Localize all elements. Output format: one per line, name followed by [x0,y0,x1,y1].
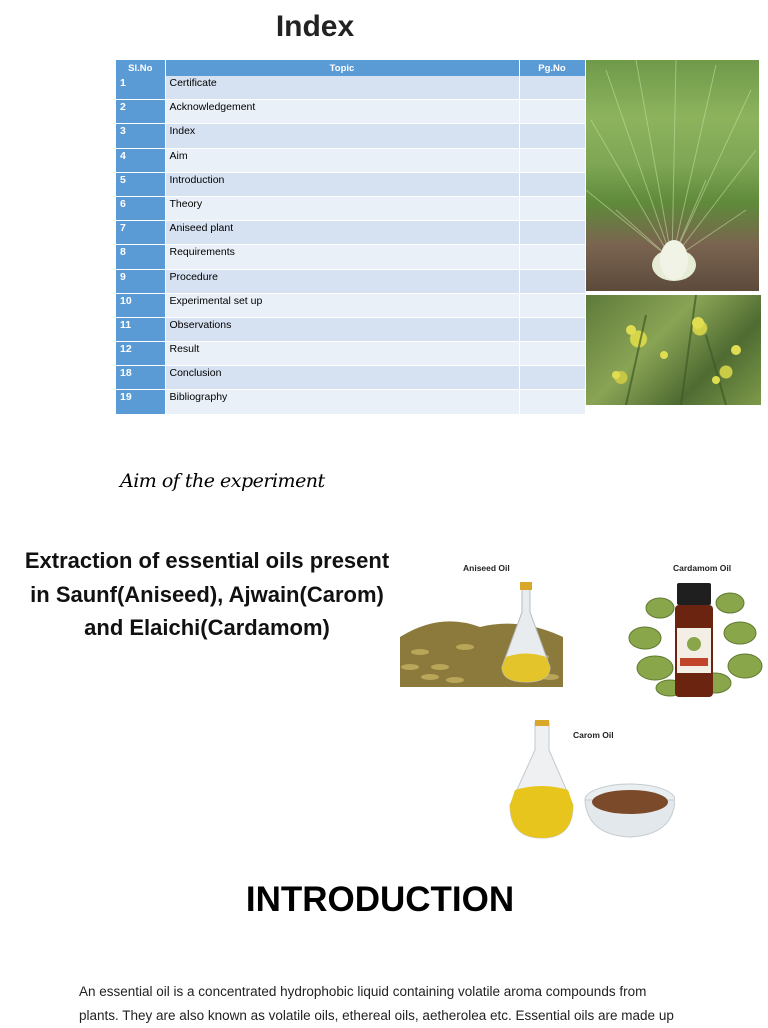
row-page-no [519,124,585,148]
row-page-no [519,342,585,366]
index-table [116,60,586,415]
row-page-no [519,366,585,390]
table-row [116,100,585,124]
row-sl-no: 7 [116,221,165,245]
row-sl-no: 19 [116,390,165,414]
row-sl-no: 2 [116,100,165,124]
aniseed-oil-label: Aniseed Oil [463,563,510,573]
row-topic: Bibliography [165,390,519,414]
table-row [116,76,585,100]
carom-oil-label: Carom Oil [573,730,614,740]
row-sl-no: 5 [116,172,165,196]
introduction-paragraph [79,980,719,1028]
table-row [116,148,585,172]
table-row [116,124,585,148]
table-row [116,293,585,317]
header-page-no: Pg.No [519,60,585,76]
table-header-row [116,60,585,76]
row-sl-no: 10 [116,293,165,317]
fennel-flower-photo [586,295,761,405]
aim-line: Extraction of essential oils present [24,548,390,573]
introduction-heading: INTRODUCTION [245,880,515,919]
row-topic: Aniseed plant [165,221,519,245]
row-topic: Theory [165,196,519,220]
row-page-no [519,196,585,220]
fennel-plant-photo [586,60,759,291]
table-row [116,342,585,366]
aim-heading: Aim of the experiment [120,470,325,492]
row-sl-no: 4 [116,148,165,172]
paragraph-line: plants. They are also known as volatile oils, ethereal oils, aetherolea etc. Essential oils are made up [79,1008,674,1023]
page-title: Index [275,10,355,43]
row-topic: Acknowledgement [165,100,519,124]
table-row [116,366,585,390]
row-page-no [519,172,585,196]
row-page-no [519,390,585,414]
row-sl-no: 11 [116,317,165,341]
row-topic: Certificate [165,76,519,100]
table-row [116,317,585,341]
row-page-no [519,293,585,317]
row-topic: Result [165,342,519,366]
row-page-no [519,245,585,269]
row-topic: Conclusion [165,366,519,390]
row-page-no [519,76,585,100]
row-topic: Introduction [165,172,519,196]
table-row [116,172,585,196]
carom-oil-photo [505,720,675,840]
row-sl-no: 12 [116,342,165,366]
row-page-no [519,221,585,245]
row-topic: Experimental set up [165,293,519,317]
row-sl-no: 1 [116,76,165,100]
paragraph-line: An essential oil is a concentrated hydrophobic liquid containing volatile aroma compounds from [79,984,647,999]
row-sl-no: 18 [116,366,165,390]
row-topic: Index [165,124,519,148]
row-page-no [519,269,585,293]
cardamom-oil-label: Cardamom Oil [673,563,732,573]
row-page-no [519,100,585,124]
table-row [116,245,585,269]
row-sl-no: 8 [116,245,165,269]
cardamom-oil-photo [625,578,763,698]
row-page-no [519,317,585,341]
table-row [116,390,585,414]
aim-line: and Elaichi(Cardamom) [84,615,330,640]
table-row [116,269,585,293]
aim-statement [18,544,396,645]
row-page-no [519,148,585,172]
aim-line: in Saunf(Aniseed), Ajwain(Carom) [30,581,384,607]
row-sl-no: 9 [116,269,165,293]
header-sl-no: Sl.No [116,60,165,76]
header-topic: Topic [165,60,519,76]
row-topic: Aim [165,148,519,172]
row-topic: Procedure [165,269,519,293]
row-sl-no: 6 [116,196,165,220]
aniseed-oil-photo [400,582,563,687]
row-sl-no: 3 [116,124,165,148]
row-topic: Observations [165,317,519,341]
row-topic: Requirements [165,245,519,269]
table-row [116,221,585,245]
table-row [116,196,585,220]
